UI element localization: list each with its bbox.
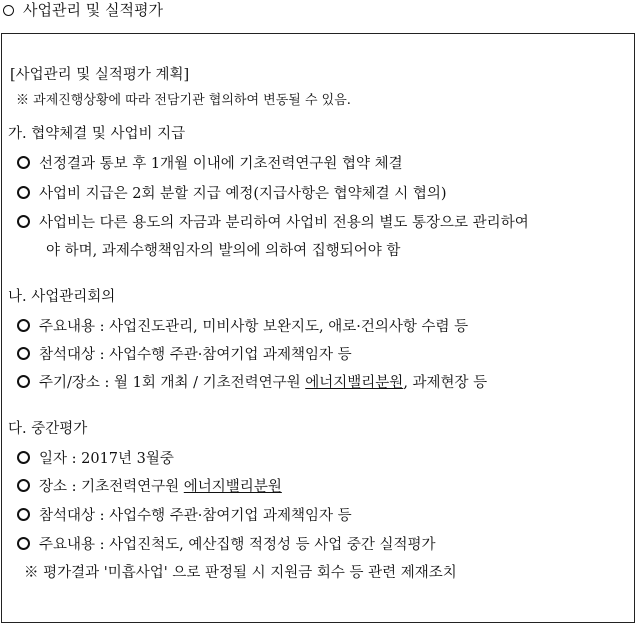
circle-bullet-icon (17, 479, 30, 492)
circle-bullet-icon (17, 537, 30, 550)
list-item: 사업비는 다른 용도의 자금과 분리하여 사업비 전용의 별도 통장으로 관리하여 (17, 213, 529, 233)
circle-bullet-icon (17, 319, 30, 332)
section-heading (0, 0, 163, 20)
circle-bullet-icon (17, 215, 30, 228)
list-item: 참석대상 : 사업수행 주관·참여기업 과제책임자 등 (17, 506, 352, 526)
list-item: 선정결과 통보 후 1개월 이내에 기초전력연구원 협약 체결 (17, 154, 403, 174)
list-item-continuation: 야 하며, 과제수행책임자의 발의에 의하여 집행되어야 함 (46, 243, 401, 259)
circle-bullet-icon (17, 375, 30, 388)
section-b-title: 나. 사업관리회의 (8, 289, 116, 305)
circle-bullet-icon (17, 508, 30, 521)
circle-bullet-icon (17, 186, 30, 199)
list-item: 주요내용 : 사업진척도, 예산집행 적정성 등 사업 중간 실적평가 (17, 535, 436, 555)
section-c-title: 다. 중간평가 (8, 421, 88, 437)
list-item: 장소 : 기초전력연구원 에너지밸리분원 (17, 477, 282, 497)
circle-bullet-icon (17, 347, 30, 360)
plan-title: [사업관리 및 실적평가 계획] (10, 67, 190, 83)
underlined-location: 에너지밸리분원 (305, 375, 404, 391)
underlined-location: 에너지밸리분원 (183, 479, 282, 495)
plan-note: ※ 과제진행상황에 따라 전담기관 협의하여 변동될 수 있음. (16, 93, 351, 108)
list-item: 주기/장소 : 월 1회 개최 / 기초전력연구원 에너지밸리분원, 과제현장 등 (17, 373, 487, 393)
circle-bullet-icon (17, 451, 30, 464)
section-heading-text: 사업관리 및 실적평가 (23, 1, 163, 19)
evaluation-note: ※ 평가결과 '미흡사업' 으로 판정될 시 지원금 회수 등 관련 제재조치 (24, 565, 457, 581)
list-item: 일자 : 2017년 3월중 (17, 449, 174, 469)
list-item: 사업비 지급은 2회 분할 지급 예정(지급사항은 협약체결 시 협의) (17, 184, 447, 204)
circle-bullet-icon (17, 156, 30, 169)
section-a-title: 가. 협약체결 및 사업비 지급 (8, 126, 186, 142)
content-box (1, 33, 635, 623)
list-item: 참석대상 : 사업수행 주관·참여기업 과제책임자 등 (17, 345, 352, 365)
circle-bullet-icon (3, 5, 14, 16)
list-item: 주요내용 : 사업진도관리, 미비사항 보완지도, 애로·건의사항 수렴 등 (17, 317, 468, 337)
